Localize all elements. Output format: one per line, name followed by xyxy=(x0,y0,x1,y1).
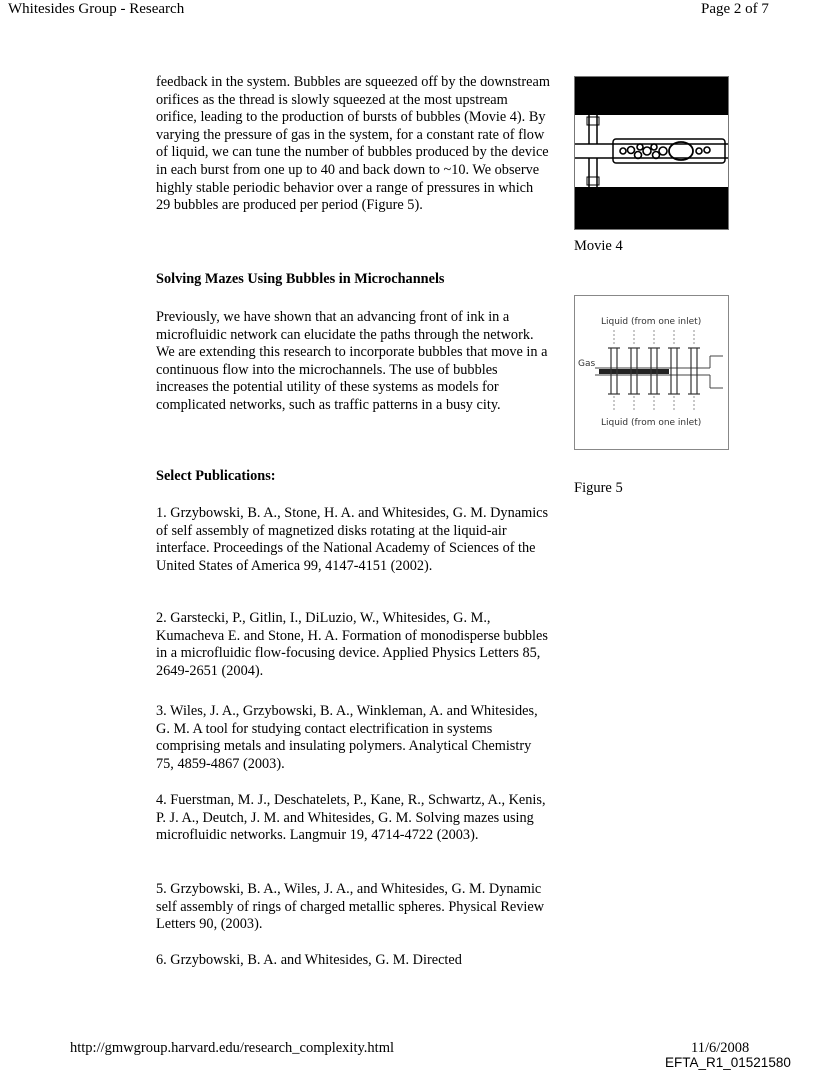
movie-4-caption: Movie 4 xyxy=(574,238,623,254)
publication-text: 5. Grzybowski, B. A., Wiles, J. A., and Whitesides, G. M. Dynamic self assembly of rings of charged metallic spheres. Physical Review Letters 90, (2003). xyxy=(156,881,545,933)
publication-text: 3. Wiles, J. A., Grzybowski, B. A., Winkleman, A. and Whitesides, G. M. A tool for studying contact electrification in systems comprising metals and insulating polymers. Analytical Chemistry 75, 4859-4867 (2003). xyxy=(156,703,538,772)
page-url[interactable]: http://gmwgroup.harvard.edu/research_complexity.html xyxy=(70,1040,395,1056)
section-heading: Solving Mazes Using Bubbles in Microchannels xyxy=(156,271,445,287)
figure-5-caption: Figure 5 xyxy=(574,480,623,496)
movie-4-image xyxy=(575,77,728,229)
publication-item-2 xyxy=(156,610,551,680)
publication-text: 2. Garstecki, P., Gitlin, I., DiLuzio, W., Whitesides, G. M., Kumacheva E. and Stone, H. A. Formation of monodisperse bubbles in a microfluidic flow-focusing device. Applied Physics Letters 85, 2649-2651 (2004). xyxy=(156,610,548,679)
publication-text: 6. Grzybowski, B. A. and Whitesides, G. M. Directed xyxy=(156,952,462,968)
figure-5-label-bottom: Liquid (from one inlet) xyxy=(601,418,702,428)
print-date: 11/6/2008 xyxy=(691,1040,750,1056)
publication-text: 4. Fuerstman, M. J., Deschatelets, P., Kane, R., Schwartz, A., Kenis, P. J. A., Deutch, J. M. and Whitesides, G. M. Solving mazes using microfluidic networks. Langmuir 19, 4714-4722 (2003). xyxy=(156,792,546,844)
publication-item-4 xyxy=(156,792,551,845)
publication-text: 1. Grzybowski, B. A., Stone, H. A. and Whitesides, G. M. Dynamics of self assembly of magnetized disks rotating at the liquid-air interface. Proceedings of the National Academy of Sciences of the United States of America 99, 4147-4151 (2002). xyxy=(156,505,549,574)
section-body-text: Previously, we have shown that an advancing front of ink in a microfluidic network can elucidate the paths through the network. We are extending this research to incorporate bubbles that move in a continuous flow into the microchannels. The use of bubbles increases the potential utility of these systems as models for complicated networks, such as traffic patterns in a busy city. xyxy=(156,309,548,413)
publication-item-3 xyxy=(156,703,551,773)
page-indicator: Page 2 of 7 xyxy=(701,1,769,17)
figure-5-label-top: Liquid (from one inlet) xyxy=(601,317,702,327)
movie-4-frame[interactable] xyxy=(574,76,729,230)
figure-5-image xyxy=(575,296,728,449)
publication-item-6 xyxy=(156,952,551,970)
document-id: EFTA_R1_01521580 xyxy=(665,1055,791,1070)
intro-paragraph xyxy=(156,74,551,215)
figure-5-frame[interactable] xyxy=(574,295,729,450)
publication-item-5 xyxy=(156,881,551,934)
section-body xyxy=(156,309,551,415)
figure-5-label-gas: Gas xyxy=(578,359,596,369)
publication-item-1 xyxy=(156,505,551,575)
publications-heading: Select Publications: xyxy=(156,468,276,484)
intro-text: feedback in the system. Bubbles are squeezed off by the downstream orifices as the thread is slowly squeezed at the most upstream orifice, leading to the production of bursts of bubbles (Movie 4). By varying the pressure of gas in the system, for a constant rate of flow of liquid, we can tune the number of bubbles produced by the device in each burst from one up to 40 and back down to ~10. We observe highly stable periodic behavior over a range of pressures in which 29 bubbles are produced per period (Figure 5). xyxy=(156,74,550,214)
site-title: Whitesides Group - Research xyxy=(8,1,185,17)
